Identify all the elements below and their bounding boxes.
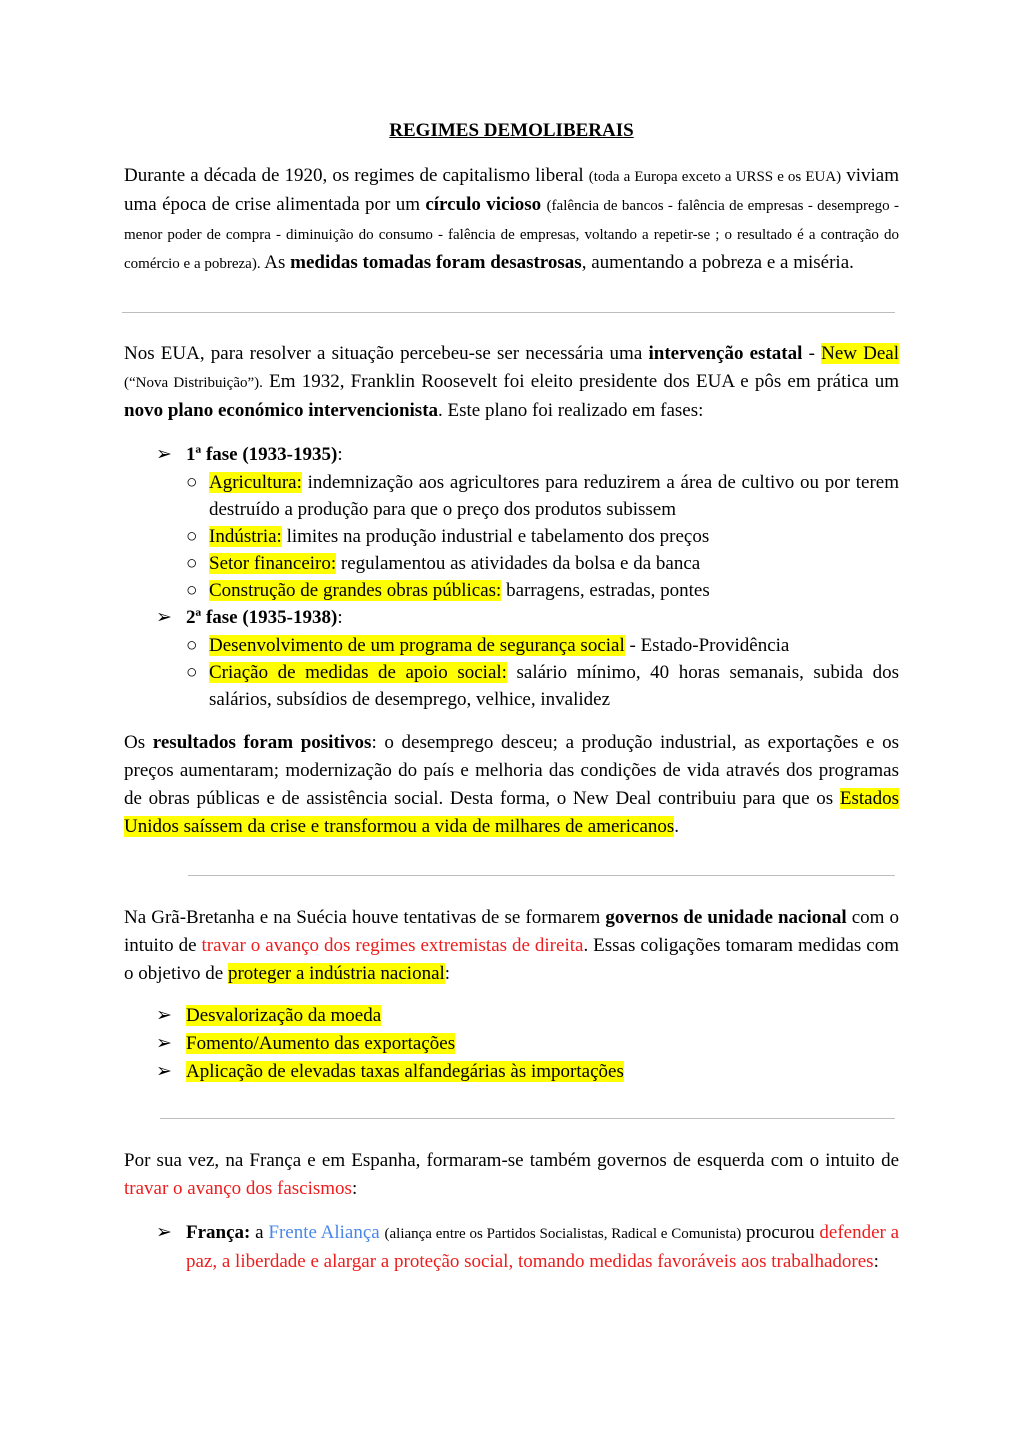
list-item-france [124,1219,899,1276]
circle-bullet-icon: ○ [186,662,198,683]
text: procurou [746,1222,815,1243]
bold-text: governos de unidade nacional [605,907,847,928]
red-text: travar o avanço dos regimes extremistas de direita [201,935,584,956]
text: indemnização aos agricultores para reduzirem a área de cultivo ou por terem destruído a produção para que o preço dos produtos subissem [209,472,899,520]
highlight-text: Construção de grandes obras públicas: [209,580,502,601]
circle-bullet-icon: ○ [186,553,198,574]
bold-text: círculo vicioso [425,194,542,215]
text: barragens, estradas, pontes [501,580,710,601]
list-item-measure [124,1058,899,1086]
highlight-text: Estados Unidos saíssem da crise e transformou a vida de milhares de americanos [124,788,900,837]
text: : [873,1251,879,1272]
highlight-text: New Deal [821,343,900,364]
bold-text: novo plano económico intervencionista [124,400,439,421]
phase1-sublist [186,469,899,604]
text: Em 1932, Franklin Roosevelt foi eleito presidente dos EUA e pôs em prática um [269,371,900,392]
bold-text: 2ª fase (1935-1938) [186,607,338,628]
arrow-bullet-icon: ➢ [156,1222,172,1243]
red-text: travar o avanço dos fascismos [124,1178,352,1199]
france-list [124,1219,899,1276]
list-item-phase1 [124,441,899,604]
text: As [264,252,286,273]
text: . Este plano foi realizado em fases: [438,400,704,421]
text: : [351,1178,358,1199]
sublist-item [186,577,899,604]
circle-bullet-icon: ○ [186,472,198,493]
circle-bullet-icon: ○ [186,635,198,656]
sublist-item [186,632,899,659]
text: (falência de bancos - falência de empresas - desemprego - menor poder de compra - diminuição do consumo - falência de empresas, voltando a repetir-se ; o resultado é a contração do comércio e a pobreza). [124,198,900,272]
paragraph-france-spain [124,1147,899,1203]
text: : [337,607,343,628]
text: Por sua vez, na França e em Espanha, formaram-se também governos de esquerda com o intuito de [124,1150,899,1171]
text: Os [124,732,146,753]
arrow-bullet-icon: ➢ [156,444,172,465]
text: com o intuito de [124,907,900,956]
highlight-text: Setor financeiro: [209,553,337,574]
paragraph-results [124,729,899,841]
text: (aliança entre os Partidos Socialistas, Radical e Comunista) [384,1226,742,1242]
highlight-text: Indústria: [209,526,282,547]
text: . [674,816,680,837]
list-item-measure [124,1030,899,1058]
circle-bullet-icon: ○ [186,580,198,601]
highlight-text: proteger a indústria nacional [227,963,445,984]
bold-text: França: [186,1222,251,1243]
text: , aumentando a pobreza e a miséria. [581,252,854,273]
arrow-bullet-icon: ➢ [156,607,172,628]
paragraph-britain-sweden [124,904,899,988]
blue-text: Frente Aliança [268,1222,380,1243]
text: - [802,343,822,364]
phases-list [124,441,899,713]
text: viviam uma época de crise alimentada por um [124,165,899,215]
text: : [337,444,343,465]
sublist-item [186,550,899,577]
text: Na Grã-Bretanha e na Suécia houve tentativas de se formarem [124,907,601,928]
text: : o desemprego desceu; a produção industrial, as exportações e os preços aumentaram; modernização do país e melhoria das condições de vida através dos programas de obras públicas e de assistência social. Desta forma, o New Deal contribuiu para que os [124,732,899,809]
text: : [444,963,451,984]
text: Nos EUA, para resolver a situação percebeu-se ser necessária uma [124,343,643,364]
paragraph-usa [124,340,899,425]
bold-text: resultados foram positivos [152,732,372,753]
circle-bullet-icon: ○ [186,526,198,547]
bold-text: medidas tomadas foram desastrosas [290,252,582,273]
arrow-bullet-icon: ➢ [156,1061,172,1082]
highlight-text: Agricultura: [209,472,302,493]
bold-text: 1ª fase (1933-1935) [186,444,338,465]
phase2-sublist [186,632,899,713]
arrow-bullet-icon: ➢ [156,1033,172,1054]
text: (toda a Europa exceto a URSS e os EUA) [588,169,842,185]
list-item-measure [124,1002,899,1030]
document-title: REGIMES DEMOLIBERAIS [389,120,634,141]
text: regulamentou as atividades da bolsa e da banca [336,553,701,574]
sublist-item [186,469,899,523]
arrow-bullet-icon: ➢ [156,1005,172,1026]
highlight-text: Desenvolvimento de um programa de segurança social [209,635,625,656]
text: limites na produção industrial e tabelamento dos preços [281,526,710,547]
sublist-item [186,523,899,550]
paragraph-crisis [124,162,899,278]
sublist-item [186,659,899,713]
highlight-text: Fomento/Aumento das exportações [186,1033,456,1054]
text: Durante a década de 1920, os regimes de capitalismo liberal [124,165,584,186]
list-item-phase2 [124,604,899,713]
text: salário mínimo, 40 horas semanais, subida dos salários, subsídios de desemprego, velhice, invalidez [209,662,899,710]
text: a [255,1222,264,1243]
text: - Estado-Providência [624,635,790,656]
measures-list [124,1002,899,1086]
bold-text: intervenção estatal [648,343,803,364]
text: . Essas coligações tomaram medidas com o objetivo de [124,935,900,984]
highlight-text: Aplicação de elevadas taxas alfandegárias às importações [186,1061,624,1082]
highlight-text: Desvalorização da moeda [186,1005,382,1026]
document-page [124,120,899,1276]
red-text: defender a paz, a liberdade e alargar a proteção social, tomando medidas favoráveis aos trabalhadores [186,1222,900,1272]
highlight-text: Criação de medidas de apoio social: [209,662,507,683]
text: (“Nova Distribuição”). [124,375,263,391]
